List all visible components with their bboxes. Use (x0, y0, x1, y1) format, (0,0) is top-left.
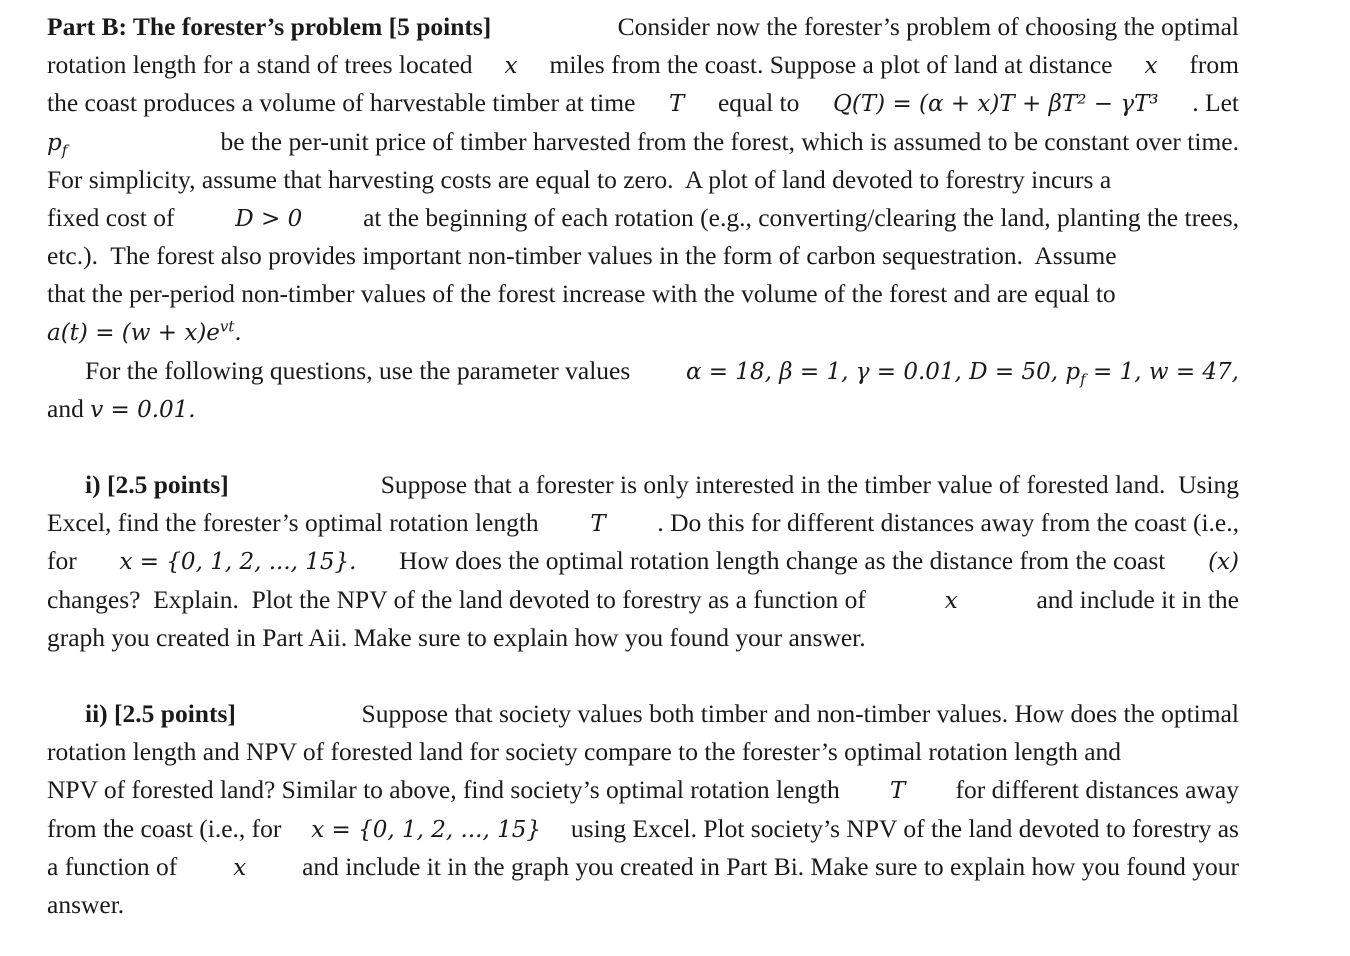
part-bii-label: ii) [2.5 points] (85, 699, 236, 728)
text-line: changes? Explain. Plot the NPV of the land devoted to forestry as a function of x and include it in the (47, 581, 1239, 619)
text-line: Part B: The forester’s problem [5 points] Consider now the forester’s problem of choosing the optimal (47, 8, 1239, 46)
text-line: for x = {0, 1, 2, ..., 15}. How does the optimal rotation length change as the distance from the coast (x) (47, 542, 1239, 580)
x-range: x = {0, 1, 2, ..., 15}. (119, 549, 357, 576)
part-b-paragraph (47, 8, 1239, 428)
text-line (47, 314, 1239, 352)
math-T: T (669, 91, 685, 118)
x-range: x = {0, 1, 2, ..., 15} (311, 816, 541, 843)
document-page (47, 8, 1239, 924)
text-line: ii) [2.5 points] Suppose that society values both timber and non-timber values. How does the optimal (47, 695, 1239, 733)
math-x: x (1144, 53, 1158, 80)
text-line: that the per-period non-timber values of the forest increase with the volume of the forest and are equal to (47, 279, 1116, 309)
parameter-values: α = 18, β = 1, γ = 0.01, D = 50, $p_f = 1$, w = 47, (685, 358, 1239, 389)
math-T: T (889, 778, 906, 805)
text-line: answer. (47, 889, 125, 919)
param-v: v = 0.01. (90, 396, 196, 423)
text-line: a function of x and include it in the graph you created in Part Bi. Make sure to explain how you found your (47, 848, 1239, 886)
part-b-heading: Part B: The forester’s problem [5 points] (47, 12, 492, 41)
text-line: For the following questions, use the parameter values α = 18, β = 1, γ = 0.01, D = 50, $p_f = 1$, w = 47, (47, 352, 1239, 390)
text-line: NPV of forested land? Similar to above, find society’s optimal rotation length T for different distances away (47, 771, 1239, 809)
text-line: etc.). The forest also provides important non-timber values in the form of carbon sequestration. Assume (47, 241, 1117, 271)
math-T: T (590, 511, 606, 538)
math-x: x (944, 587, 958, 614)
text-line: fixed cost of D > 0 at the beginning of each rotation (e.g., converting/clearing the land, planting the trees, (47, 199, 1239, 237)
text-line: For simplicity, assume that harvesting costs are equal to zero. A plot of land devoted to forestry incurs a (47, 164, 1112, 194)
fixed-cost-condition: D > 0 (235, 205, 303, 232)
math-pf: $p_f$ (47, 129, 68, 160)
text-line: rotation length and NPV of forested land for society compare to the forester’s optimal rotation length and (47, 737, 1122, 767)
text-line: $p_f$ be the per-unit price of timber harvested from the forest, which is assumed to be constant over time. (47, 123, 1239, 161)
part-bi-label: i) [2.5 points] (85, 470, 229, 500)
non-timber-formula: $a(t) = (w + x)e^{vt}$. (47, 316, 242, 346)
part-bi-paragraph (47, 466, 1239, 657)
math-x: x (233, 854, 247, 881)
part-bii-paragraph (47, 695, 1239, 924)
volume-formula: Q(T) = (α + x)T + βT² − γT³ (832, 91, 1159, 118)
math-x: x (504, 53, 518, 80)
text-line: i) [2.5 points] Suppose that a forester is only interested in the timber value of forested land. Using (47, 466, 1239, 504)
text-line: Excel, find the forester’s optimal rotation length T . Do this for different distances away from the coast (i.e., (47, 504, 1239, 542)
text-line: and v = 0.01. (47, 390, 1239, 428)
text-line: graph you created in Part Aii. Make sure to explain how you found your answer. (47, 622, 866, 652)
text-line: rotation length for a stand of trees located x miles from the coast. Suppose a plot of land at distance x from (47, 46, 1239, 84)
text-line: the coast produces a volume of harvestable timber at time T equal to Q(T) = (α + x)T + βT² − γT³ . Let (47, 84, 1239, 122)
text-line: from the coast (i.e., for x = {0, 1, 2, ..., 15} using Excel. Plot society’s NPV of the land devoted to forestry as (47, 810, 1239, 848)
